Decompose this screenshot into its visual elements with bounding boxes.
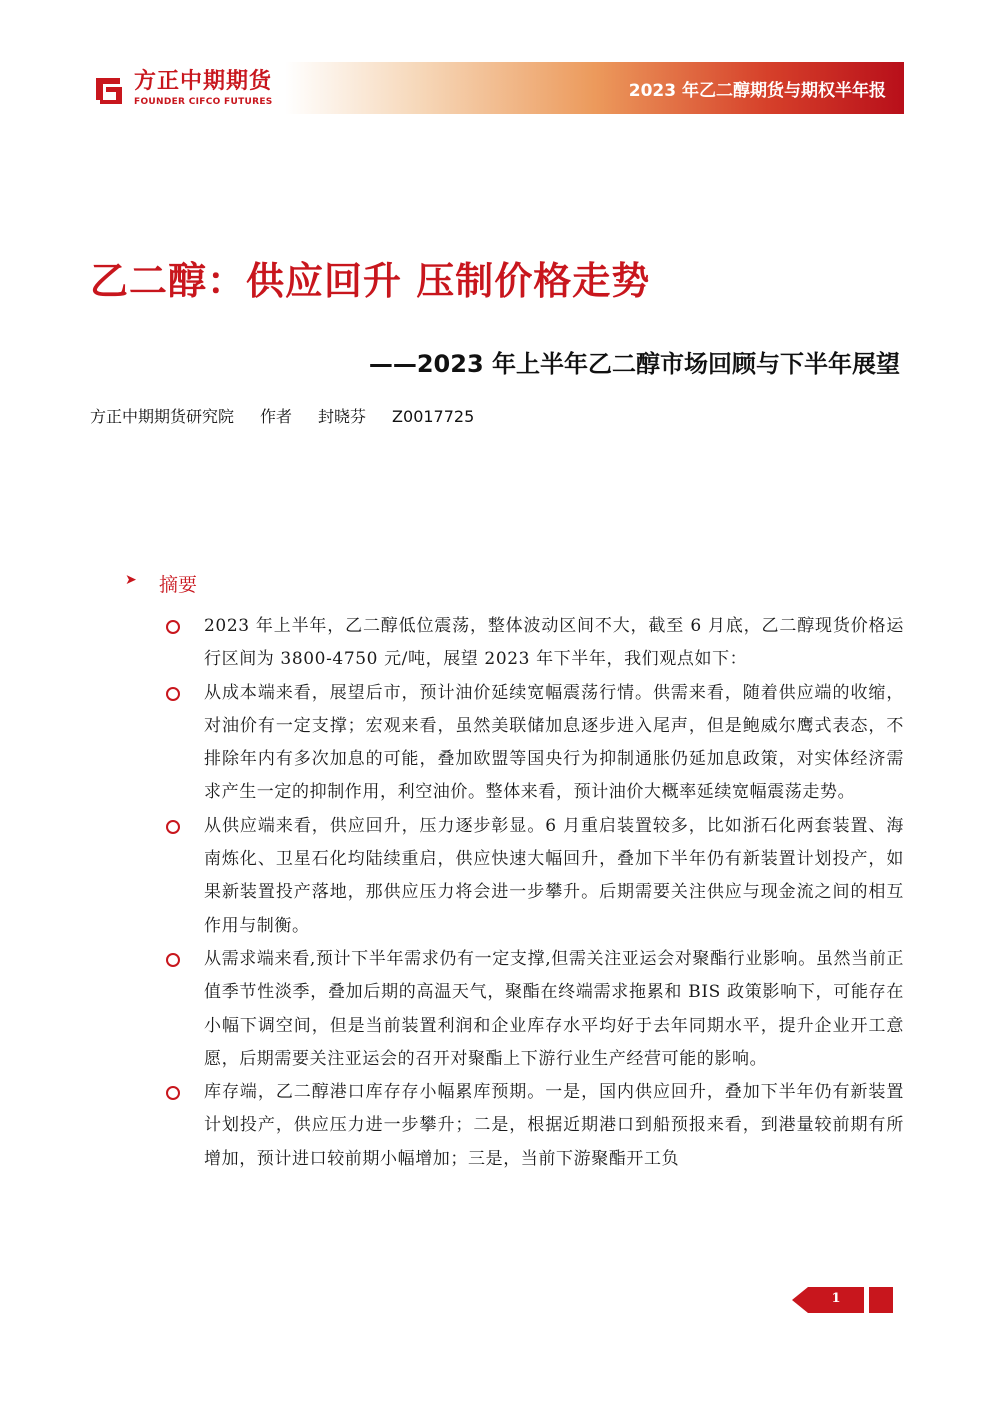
circle-bullet-icon bbox=[166, 687, 180, 701]
arrow-bullet-icon: ➤ bbox=[125, 572, 137, 588]
list-item bbox=[166, 810, 904, 943]
header-banner bbox=[285, 62, 904, 114]
research-institute: 方正中期期货研究院 bbox=[90, 407, 235, 426]
abstract-list bbox=[166, 610, 904, 1176]
report-title: 2023 年乙二醇期货与期权半年报 bbox=[628, 81, 886, 101]
page-number-decoration bbox=[869, 1287, 893, 1313]
circle-bullet-icon bbox=[166, 820, 180, 834]
byline bbox=[90, 404, 500, 427]
circle-bullet-icon bbox=[166, 953, 180, 967]
list-item-text: 2023 年上半年，乙二醇低位震荡，整体波动区间不大，截至 6 月底，乙二醇现货价格运行区间为 3800-4750 元/吨，展望 2023 年下半年，我们观点如下： bbox=[204, 616, 904, 670]
author-label: 作者 bbox=[260, 407, 293, 426]
company-logo bbox=[90, 66, 290, 110]
page-number-badge bbox=[808, 1287, 864, 1313]
list-item bbox=[166, 943, 904, 1076]
list-item-text: 从需求端来看,预计下半年需求仍有一定支撑,但需关注亚运会对聚酯行业影响。虽然当前正值季节性淡季，叠加后期的高温天气，聚酯在终端需求拖累和 BIS 政策影响下，可能存在小幅下调空间，但是当前装置利润和企业库存水平均好于去年同期水平，提升企业开工意愿，后期需要关注亚运会的召开对聚酯上下游行业生产经营可能的影响。 bbox=[204, 948, 904, 1069]
list-item bbox=[166, 677, 904, 810]
list-item-text: 从成本端来看，展望后市，预计油价延续宽幅震荡行情。供需来看，随着供应端的收缩，对油价有一定支撑；宏观来看，虽然美联储加息逐步进入尾声，但是鲍威尔鹰式表态，不排除年内有多次加息的可能，叠加欧盟等国央行为抑制通胀仍延加息政策，对实体经济需求产生一定的抑制作用，利空油价。整体来看，预计油价大概率延续宽幅震荡走势。 bbox=[204, 682, 904, 803]
circle-bullet-icon bbox=[166, 1086, 180, 1100]
list-item bbox=[166, 610, 904, 677]
list-item bbox=[166, 1076, 904, 1176]
logo-mark-icon bbox=[90, 70, 128, 108]
logo-chinese-name: 方正中期期货 bbox=[134, 69, 273, 94]
circle-bullet-icon bbox=[166, 620, 180, 634]
author-name: 封晓芬 bbox=[318, 407, 367, 426]
license-number: Z0017725 bbox=[392, 407, 475, 426]
document-title: 乙二醇：供应回升 压制价格走势 bbox=[90, 259, 651, 303]
abstract-heading-label: 摘要 bbox=[159, 574, 198, 596]
page-header bbox=[90, 62, 904, 114]
page-number: 1 bbox=[831, 1291, 841, 1306]
list-item-text: 从供应端来看，供应回升，压力逐步彰显。6 月重启装置较多，比如浙石化两套装置、海南炼化、卫星石化均陆续重启，供应快速大幅回升，叠加下半年仍有新装置计划投产，如果新装置投产落地，那供应压力将会进一步攀升。后期需要关注供应与现金流之间的相互作用与制衡。 bbox=[204, 815, 904, 936]
list-item-text: 库存端，乙二醇港口库存存小幅累库预期。一是，国内供应回升，叠加下半年仍有新装置计划投产，供应压力进一步攀升；二是，根据近期港口到船预报来看，到港量较前期有所增加，预计进口较前期小幅增加；三是，当前下游聚酯开工负 bbox=[204, 1082, 904, 1169]
document-subtitle: ——2023 年上半年乙二醇市场回顾与下半年展望 bbox=[368, 350, 900, 378]
logo-english-name: FOUNDER CIFCO FUTURES bbox=[134, 97, 273, 107]
